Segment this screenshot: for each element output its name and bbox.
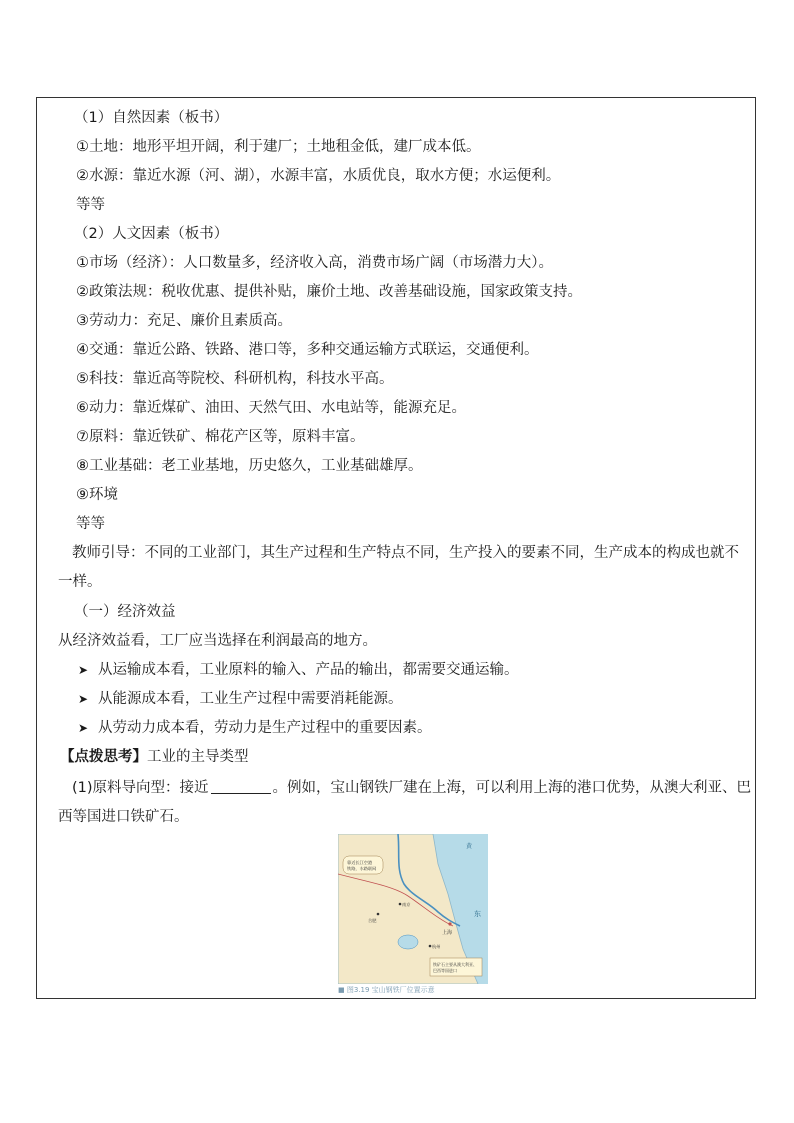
city-dot (448, 922, 451, 925)
arrowhead-bullet-icon: ➤ (78, 663, 89, 677)
bullet-text: 从劳动力成本看，劳动力是生产过程中的重要因素。 (98, 720, 432, 736)
text-line: ⑦原料：靠近铁矿、棉花产区等，原料丰富。 (76, 429, 365, 445)
material-oriented-paragraph (58, 774, 752, 832)
map-note-text: 靠近长江空港 (347, 860, 373, 865)
map-caption-text: 图3.19 宝山钢铁厂位置示意 (346, 986, 435, 994)
text-line: ②政策法规：税收优惠、提供补贴，廉价土地、改善基础设施，国家政策支持。 (76, 284, 582, 300)
text-line: ⑥动力：靠近煤矿、油田、天然气田、水电站等，能源充足。 (76, 400, 466, 416)
text-line: ⑨环境 (76, 487, 118, 503)
text-line: （2）人文因素（板书） (74, 226, 229, 242)
map-caption: ■ 图3.19 宝山钢铁厂位置示意 (338, 986, 435, 994)
baoshan-location-map (338, 834, 488, 984)
map-note-text: 巴西等国进口 (433, 968, 457, 973)
text-line: ③劳动力：充足、廉价且素质高。 (76, 313, 292, 329)
text-line: ⑧工业基础：老工业基地，历史悠久，工业基础雄厚。 (76, 458, 423, 474)
text-line: ④交通：靠近公路、铁路、港口等，多种交通运输方式联运，交通便利。 (76, 342, 539, 358)
text-line: ②水源：靠近水源（河、湖），水源丰富，水质优良，取水方便；水运便利。 (76, 168, 561, 184)
text-line: 等等 (76, 197, 105, 213)
map-note-box (343, 856, 383, 874)
para-rest: 。例如，宝山钢铁厂建在上海，可以利用上海的港口优势，从澳大利亚、巴西等国进口铁矿石。 (58, 780, 752, 825)
think-bracket-label: 【点拨思考】 (60, 749, 147, 765)
think-title: 工业的主导类型 (147, 749, 249, 765)
text-line: 从经济效益看，工厂应当选择在利润最高的地方。 (58, 633, 377, 649)
sea-label: 东 (474, 910, 481, 918)
text-line: 等等 (76, 516, 105, 532)
para-lead: (1)原料导向型：接近 (72, 780, 209, 796)
city-dot (399, 903, 402, 906)
city-label: 杭州 (432, 944, 441, 949)
arrowhead-bullet-icon: ➤ (78, 692, 89, 706)
city-dot (377, 913, 380, 916)
city-label: 南京 (402, 902, 411, 907)
map-note-text: 铁矿石主要从澳大利亚、 (433, 962, 477, 967)
bullet-text: 从运输成本看，工业原料的输入、产品的输出，都需要交通运输。 (98, 662, 519, 678)
arrowhead-bullet-icon: ➤ (78, 721, 89, 735)
think-heading (60, 747, 249, 767)
map-note-text: 铁路，水路联网 (347, 866, 377, 871)
sea-label: 黄 (466, 843, 473, 850)
text-line: ①市场（经济）：人口数量多，经济收入高，消费市场广阔（市场潜力大）。 (76, 255, 553, 271)
city-dot (429, 945, 432, 948)
teacher-guide-paragraph: 教师引导：不同的工业部门，其生产过程和生产特点不同，生产投入的要素不同，生产成本的构成也就不一样。 (58, 545, 739, 590)
fill-blank[interactable] (211, 779, 271, 794)
text-line: ①土地：地形平坦开阔，利于建厂；土地租金低，建厂成本低。 (76, 139, 481, 155)
text-line: （1）自然因素（板书） (74, 110, 229, 126)
map-note-box (430, 958, 482, 976)
map-lake (398, 935, 418, 949)
section-heading: （一）经济效益 (74, 604, 176, 620)
bullet-text: 从能源成本看，工业生产过程中需要消耗能源。 (98, 691, 403, 707)
city-label: 上海 (442, 930, 453, 936)
city-label: 合肥 (368, 918, 377, 923)
text-line: ⑤科技：靠近高等院校、科研机构，科技水平高。 (76, 371, 394, 387)
